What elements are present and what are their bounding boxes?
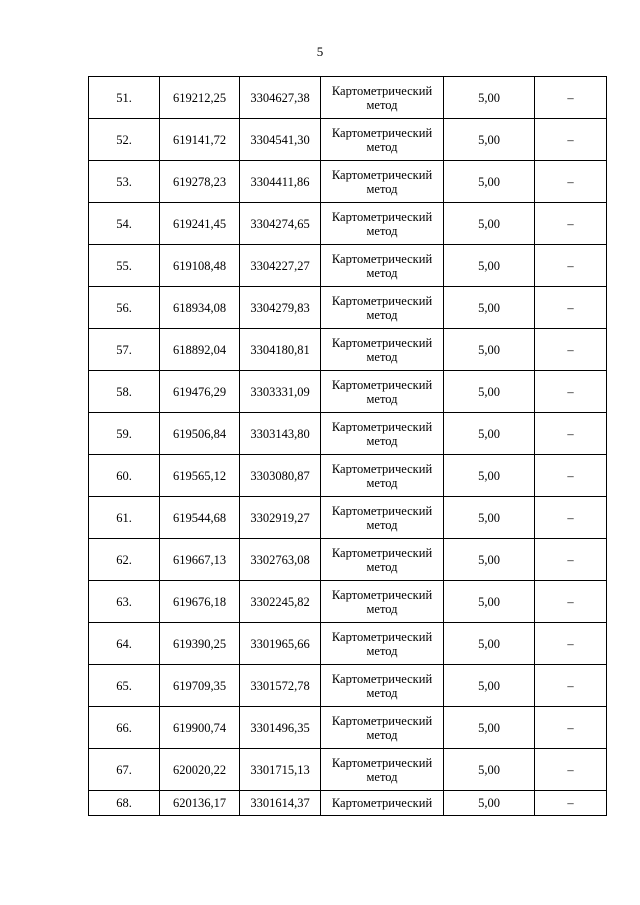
method-cell: Картометрический метод bbox=[321, 665, 444, 707]
accuracy-cell: 5,00 bbox=[444, 497, 535, 539]
accuracy-cell: 5,00 bbox=[444, 329, 535, 371]
method-cell: Картометрический метод bbox=[321, 749, 444, 791]
y-coordinate-cell: 3301614,37 bbox=[240, 791, 321, 816]
note-cell: – bbox=[535, 623, 607, 665]
method-cell: Картометрический метод bbox=[321, 329, 444, 371]
x-coordinate-cell: 619667,13 bbox=[160, 539, 240, 581]
table-row bbox=[89, 749, 607, 791]
table-row bbox=[89, 707, 607, 749]
y-coordinate-cell: 3302763,08 bbox=[240, 539, 321, 581]
accuracy-cell: 5,00 bbox=[444, 413, 535, 455]
accuracy-cell: 5,00 bbox=[444, 161, 535, 203]
table-row bbox=[89, 665, 607, 707]
accuracy-cell: 5,00 bbox=[444, 707, 535, 749]
note-cell: – bbox=[535, 413, 607, 455]
method-cell: Картометрический метод bbox=[321, 413, 444, 455]
y-coordinate-cell: 3304279,83 bbox=[240, 287, 321, 329]
table-row bbox=[89, 329, 607, 371]
y-coordinate-cell: 3301496,35 bbox=[240, 707, 321, 749]
x-coordinate-cell: 618892,04 bbox=[160, 329, 240, 371]
note-cell: – bbox=[535, 161, 607, 203]
x-coordinate-cell: 619506,84 bbox=[160, 413, 240, 455]
point-number-cell: 58. bbox=[89, 371, 160, 413]
note-cell: – bbox=[535, 371, 607, 413]
x-coordinate-cell: 619141,72 bbox=[160, 119, 240, 161]
x-coordinate-cell: 619390,25 bbox=[160, 623, 240, 665]
coordinates-table-body bbox=[89, 77, 607, 816]
table-row bbox=[89, 497, 607, 539]
accuracy-cell: 5,00 bbox=[444, 791, 535, 816]
point-number-cell: 64. bbox=[89, 623, 160, 665]
point-number-cell: 53. bbox=[89, 161, 160, 203]
method-cell: Картометрический метод bbox=[321, 203, 444, 245]
accuracy-cell: 5,00 bbox=[444, 581, 535, 623]
note-cell: – bbox=[535, 245, 607, 287]
note-cell: – bbox=[535, 581, 607, 623]
y-coordinate-cell: 3301965,66 bbox=[240, 623, 321, 665]
accuracy-cell: 5,00 bbox=[444, 203, 535, 245]
point-number-cell: 54. bbox=[89, 203, 160, 245]
point-number-cell: 60. bbox=[89, 455, 160, 497]
table-row bbox=[89, 77, 607, 119]
table-row bbox=[89, 203, 607, 245]
y-coordinate-cell: 3304627,38 bbox=[240, 77, 321, 119]
x-coordinate-cell: 619212,25 bbox=[160, 77, 240, 119]
note-cell: – bbox=[535, 539, 607, 581]
point-number-cell: 59. bbox=[89, 413, 160, 455]
x-coordinate-cell: 619476,29 bbox=[160, 371, 240, 413]
table-row bbox=[89, 791, 607, 816]
x-coordinate-cell: 619900,74 bbox=[160, 707, 240, 749]
x-coordinate-cell: 620020,22 bbox=[160, 749, 240, 791]
point-number-cell: 56. bbox=[89, 287, 160, 329]
y-coordinate-cell: 3304227,27 bbox=[240, 245, 321, 287]
y-coordinate-cell: 3302245,82 bbox=[240, 581, 321, 623]
point-number-cell: 61. bbox=[89, 497, 160, 539]
y-coordinate-cell: 3304180,81 bbox=[240, 329, 321, 371]
y-coordinate-cell: 3303331,09 bbox=[240, 371, 321, 413]
method-cell: Картометрический метод bbox=[321, 287, 444, 329]
method-cell: Картометрический метод bbox=[321, 539, 444, 581]
point-number-cell: 52. bbox=[89, 119, 160, 161]
y-coordinate-cell: 3301572,78 bbox=[240, 665, 321, 707]
method-cell: Картометрический метод bbox=[321, 119, 444, 161]
point-number-cell: 57. bbox=[89, 329, 160, 371]
table-row bbox=[89, 161, 607, 203]
method-cell: Картометрический метод bbox=[321, 371, 444, 413]
coordinates-table bbox=[88, 76, 607, 816]
accuracy-cell: 5,00 bbox=[444, 119, 535, 161]
x-coordinate-cell: 619676,18 bbox=[160, 581, 240, 623]
accuracy-cell: 5,00 bbox=[444, 749, 535, 791]
method-cell: Картометрический метод bbox=[321, 581, 444, 623]
accuracy-cell: 5,00 bbox=[444, 77, 535, 119]
note-cell: – bbox=[535, 791, 607, 816]
note-cell: – bbox=[535, 329, 607, 371]
y-coordinate-cell: 3304411,86 bbox=[240, 161, 321, 203]
table-row bbox=[89, 539, 607, 581]
table-row bbox=[89, 119, 607, 161]
note-cell: – bbox=[535, 497, 607, 539]
x-coordinate-cell: 618934,08 bbox=[160, 287, 240, 329]
table-row bbox=[89, 623, 607, 665]
table-row bbox=[89, 581, 607, 623]
accuracy-cell: 5,00 bbox=[444, 287, 535, 329]
note-cell: – bbox=[535, 665, 607, 707]
table-row bbox=[89, 413, 607, 455]
accuracy-cell: 5,00 bbox=[444, 371, 535, 413]
x-coordinate-cell: 619544,68 bbox=[160, 497, 240, 539]
x-coordinate-cell: 620136,17 bbox=[160, 791, 240, 816]
method-cell: Картометрический метод bbox=[321, 161, 444, 203]
note-cell: – bbox=[535, 749, 607, 791]
note-cell: – bbox=[535, 119, 607, 161]
y-coordinate-cell: 3303080,87 bbox=[240, 455, 321, 497]
method-cell: Картометрический метод bbox=[321, 455, 444, 497]
y-coordinate-cell: 3304274,65 bbox=[240, 203, 321, 245]
method-cell: Картометрический bbox=[321, 791, 444, 816]
point-number-cell: 67. bbox=[89, 749, 160, 791]
point-number-cell: 66. bbox=[89, 707, 160, 749]
point-number-cell: 68. bbox=[89, 791, 160, 816]
note-cell: – bbox=[535, 203, 607, 245]
method-cell: Картометрический метод bbox=[321, 623, 444, 665]
note-cell: – bbox=[535, 77, 607, 119]
x-coordinate-cell: 619241,45 bbox=[160, 203, 240, 245]
accuracy-cell: 5,00 bbox=[444, 455, 535, 497]
x-coordinate-cell: 619709,35 bbox=[160, 665, 240, 707]
accuracy-cell: 5,00 bbox=[444, 245, 535, 287]
note-cell: – bbox=[535, 455, 607, 497]
point-number-cell: 62. bbox=[89, 539, 160, 581]
table-row bbox=[89, 245, 607, 287]
accuracy-cell: 5,00 bbox=[444, 539, 535, 581]
point-number-cell: 55. bbox=[89, 245, 160, 287]
note-cell: – bbox=[535, 287, 607, 329]
page-number: 5 bbox=[316, 44, 324, 59]
note-cell: – bbox=[535, 707, 607, 749]
table-row bbox=[89, 287, 607, 329]
point-number-cell: 63. bbox=[89, 581, 160, 623]
x-coordinate-cell: 619565,12 bbox=[160, 455, 240, 497]
method-cell: Картометрический метод bbox=[321, 245, 444, 287]
method-cell: Картометрический метод bbox=[321, 77, 444, 119]
y-coordinate-cell: 3304541,30 bbox=[240, 119, 321, 161]
table-row bbox=[89, 371, 607, 413]
y-coordinate-cell: 3302919,27 bbox=[240, 497, 321, 539]
x-coordinate-cell: 619108,48 bbox=[160, 245, 240, 287]
x-coordinate-cell: 619278,23 bbox=[160, 161, 240, 203]
accuracy-cell: 5,00 bbox=[444, 623, 535, 665]
point-number-cell: 51. bbox=[89, 77, 160, 119]
method-cell: Картометрический метод bbox=[321, 497, 444, 539]
point-number-cell: 65. bbox=[89, 665, 160, 707]
accuracy-cell: 5,00 bbox=[444, 665, 535, 707]
table-row bbox=[89, 455, 607, 497]
y-coordinate-cell: 3303143,80 bbox=[240, 413, 321, 455]
method-cell: Картометрический метод bbox=[321, 707, 444, 749]
y-coordinate-cell: 3301715,13 bbox=[240, 749, 321, 791]
